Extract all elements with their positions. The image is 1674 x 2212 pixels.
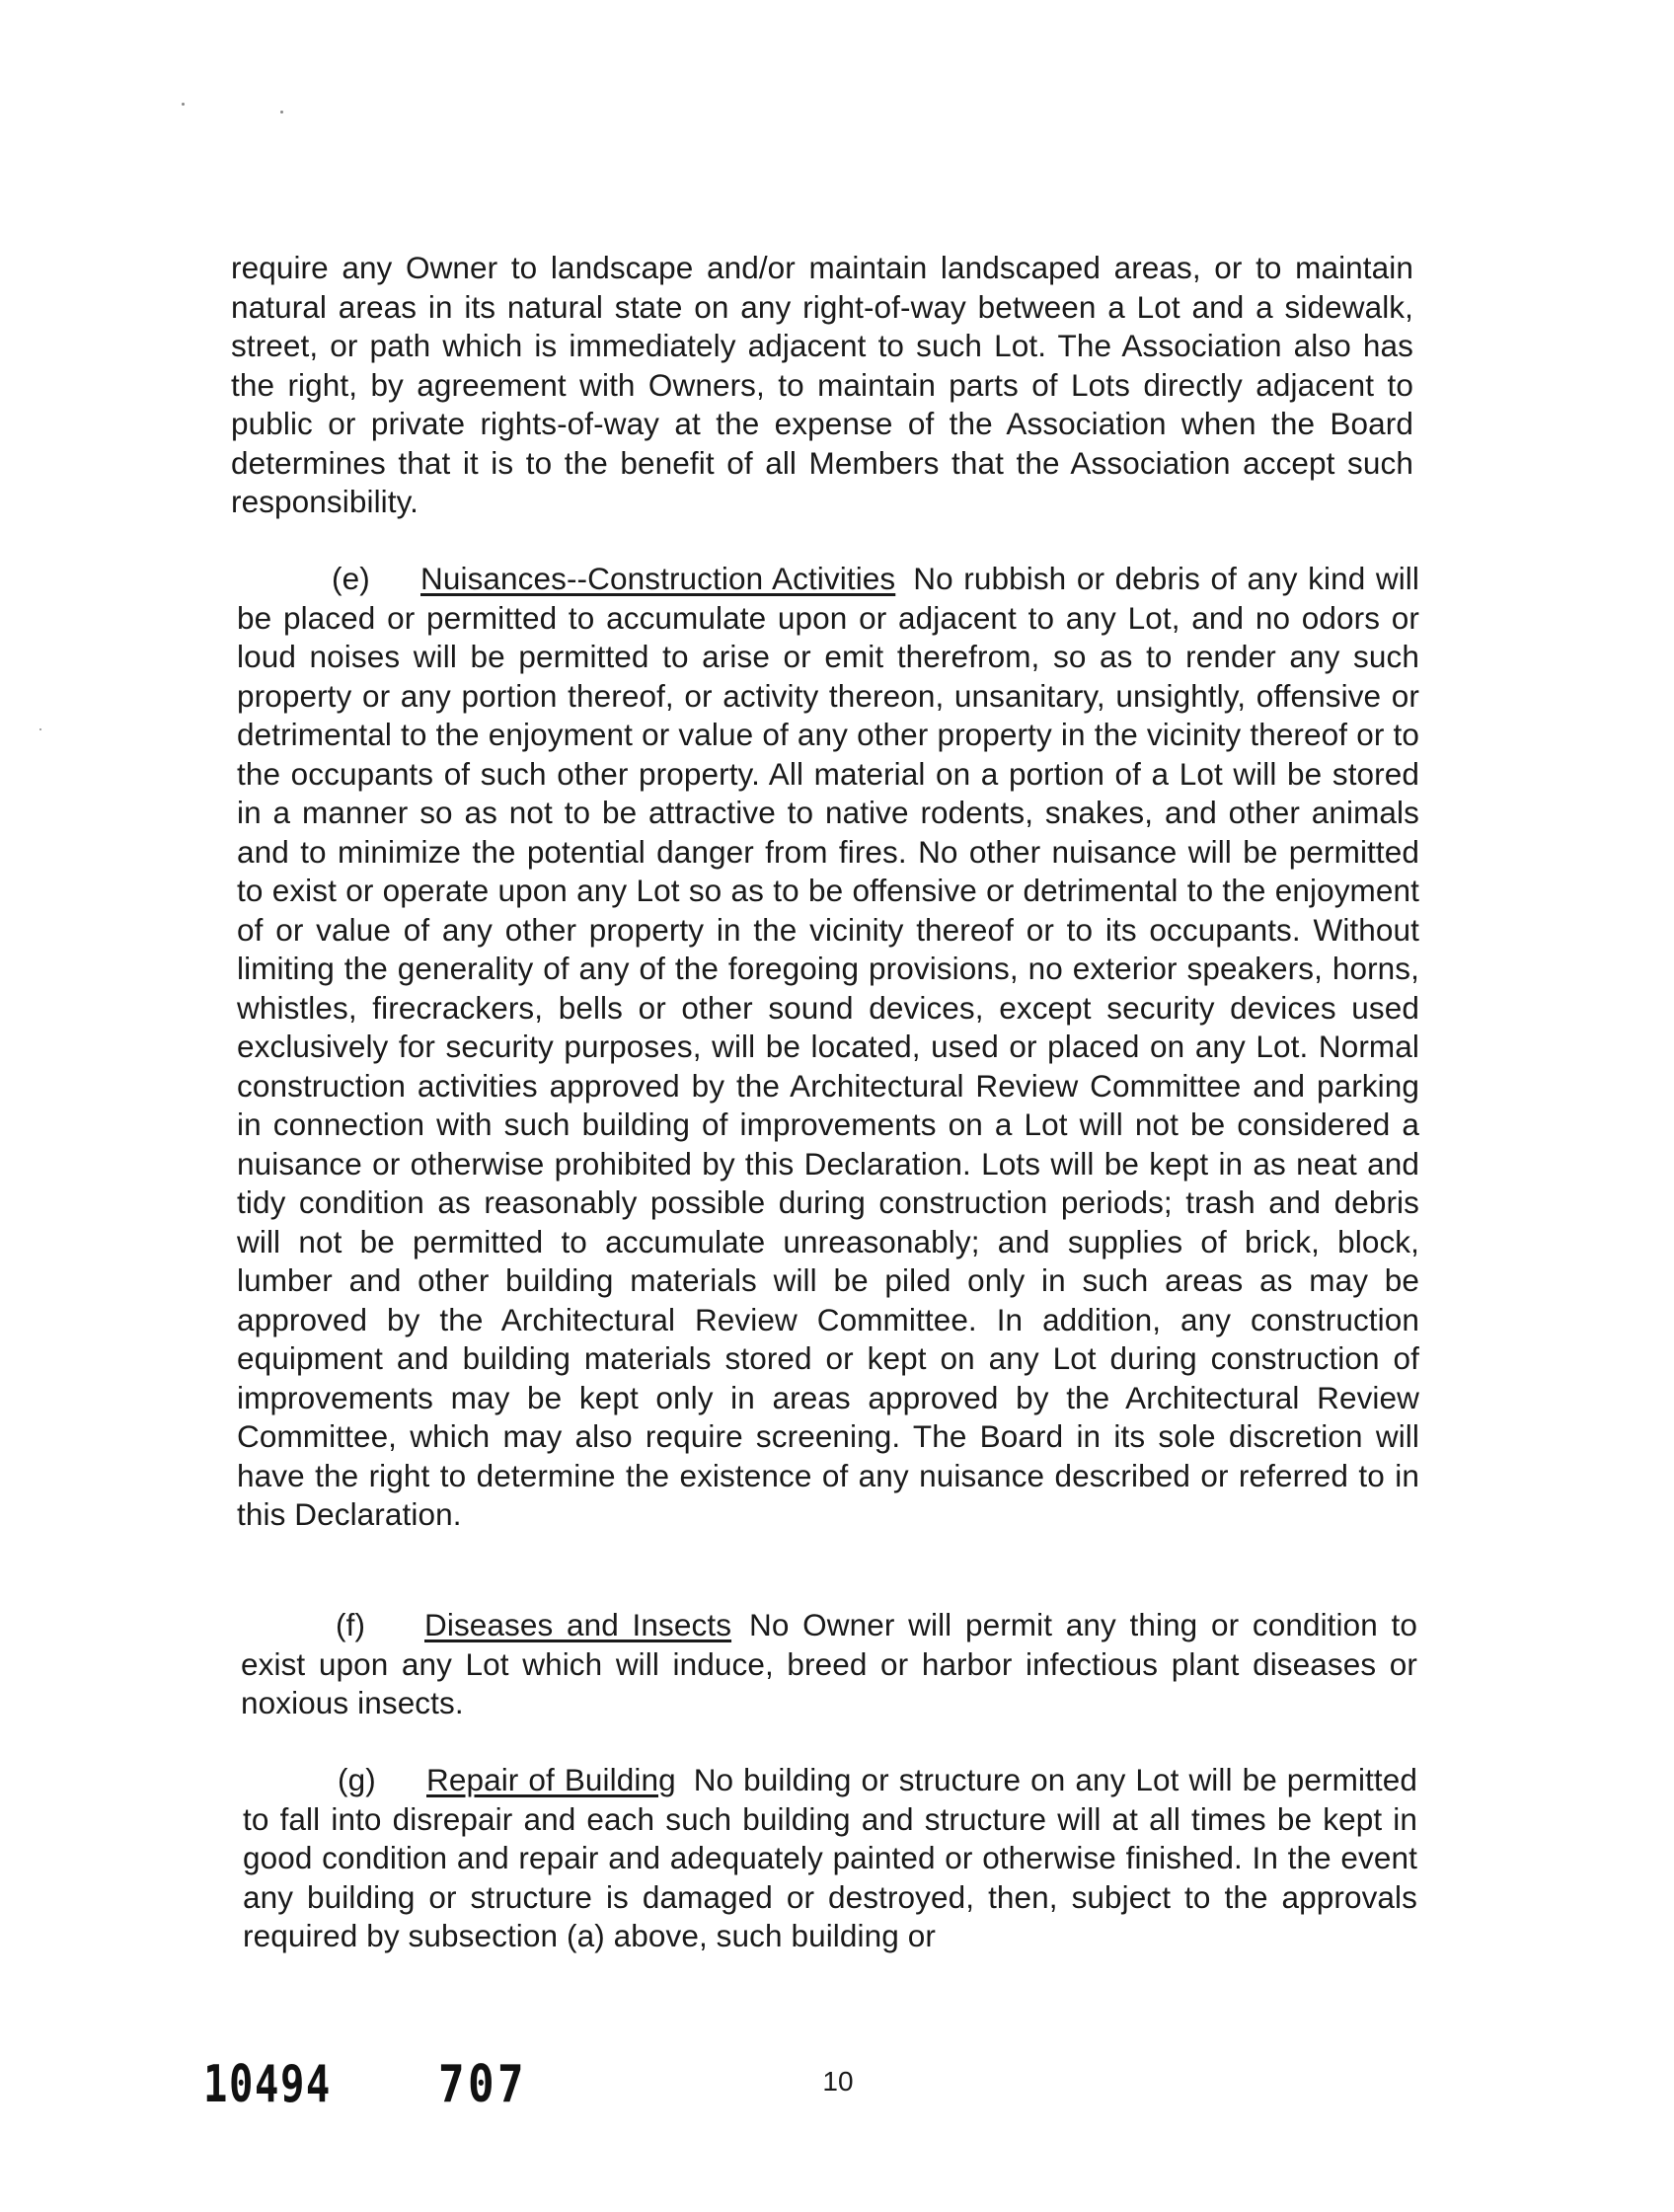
section-marker: (e) — [332, 561, 370, 596]
section-heading: Repair of Building — [426, 1762, 676, 1797]
section-body: No building or structure on any Lot will be permitted to fall into disrepair and each such building and structure will at all times be kept in good condition and repair and adequately painted or otherwise finished. In the event any building or structure is damaged or destroyed, then, subject to the approvals required by subsection (a) above, such building or — [243, 1762, 1417, 1953]
section-body: No Owner will permit any thing or condition to exist upon any Lot which will induce, breed or harbor infectious plant diseases or noxious insects. — [241, 1607, 1417, 1720]
section-heading: Nuisances--Construction Activities — [420, 561, 896, 596]
section-marker: (g) — [338, 1762, 376, 1797]
intro-paragraph: require any Owner to landscape and/or maintain landscaped areas, or to maintain natural areas in its natural state on any right-of-way between a Lot and a sidewalk, street, or path which is immediately adjacent to such Lot. The Association also has the right, by agreement with Owners, to maintain parts of Lots directly adjacent to public or private rights-of-way at the expense of the Association when the Board determines that it is to the benefit of all Members that the Association accept such responsibility. — [231, 250, 1413, 519]
section-marker: (f) — [336, 1607, 366, 1642]
section-body: No rubbish or debris of any kind will be placed or permitted to accumulate upon or adjacent to any Lot, and no odors or loud noises will be permitted to arise or emit therefrom, so as to render any such property or any portion thereof, or activity thereon, unsanitary, unsightly, offensive or detrimental to the enjoyment or value of any other property in the vicinity thereof or to the occupants of such other property. All material on a portion of a Lot will be stored in a manner so as not to be attractive to native rodents, snakes, and other animals and to minimize the potential danger from fires. No other nuisance will be permitted to exist or operate upon any Lot so as to be offensive or detrimental to the enjoyment of or value of any other property in the vicinity thereof or to its occupants. Without limiting the generality of any of the foregoing provisions, no exterior speakers, horns, whistles, firecrackers, bells or other sound devices, except security devices used exclusively for security purposes, will be located, used or placed on any Lot. Normal construction activities approved by the Architectural Review Committee and parking in connection with such building of improvements on a Lot will not be considered a nuisance or otherwise prohibited by this Declaration. Lots will be kept in as neat and tidy condition as reasonably possible during construction periods; trash and debris will not be permitted to accumulate unreasonably; and supplies of brick, block, lumber and other building materials will be piled only in such areas as may be approved by the Architectural Review Committee. In addition, any construction equipment and building materials stored or kept on any Lot during construction of improvements may be kept only in areas approved by the Architectural Review Committee, which may also require screening. The Board in its sole discretion will have the right to determine the existence of any nuisance described or referred to in this Declaration. — [237, 561, 1419, 1532]
page-number: 10 — [822, 2066, 854, 2097]
section-heading: Diseases and Insects — [424, 1607, 732, 1642]
section-g-paragraph — [243, 1761, 1417, 1956]
scan-speck — [280, 111, 283, 114]
scan-speck — [182, 103, 185, 106]
book-number-stamp: 10494 — [203, 2055, 332, 2114]
section-e-paragraph — [237, 560, 1419, 1535]
page-reference-stamp: 707 — [438, 2055, 528, 2114]
scan-speck — [39, 728, 41, 730]
section-f-paragraph — [241, 1606, 1417, 1723]
